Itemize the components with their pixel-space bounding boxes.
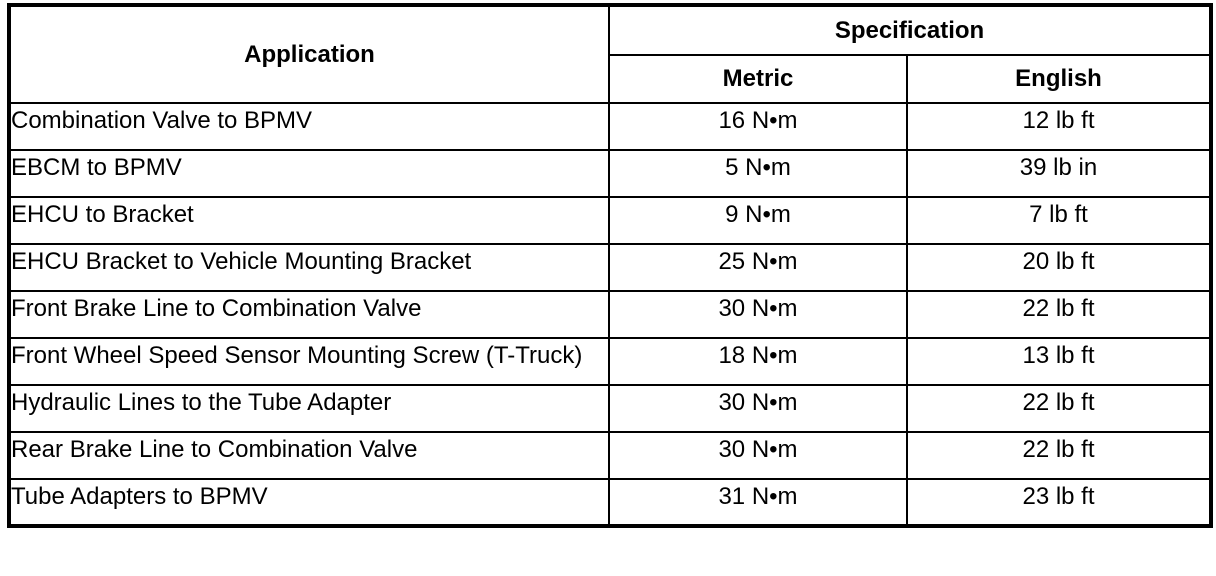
table-row — [9, 103, 1211, 150]
table-row — [9, 338, 1211, 385]
header-metric: Metric — [609, 55, 907, 103]
torque-spec-table — [7, 3, 1213, 528]
cell-application: Rear Brake Line to Combination Valve — [9, 432, 609, 479]
cell-application: Hydraulic Lines to the Tube Adapter — [9, 385, 609, 432]
cell-metric: 30 N•m — [609, 385, 907, 432]
cell-metric: 16 N•m — [609, 103, 907, 150]
cell-metric: 9 N•m — [609, 197, 907, 244]
cell-application: Tube Adapters to BPMV — [9, 479, 609, 526]
cell-english: 22 lb ft — [907, 385, 1211, 432]
cell-metric: 30 N•m — [609, 291, 907, 338]
header-specification: Specification — [609, 5, 1211, 55]
cell-application: EHCU Bracket to Vehicle Mounting Bracket — [9, 244, 609, 291]
cell-application: Front Wheel Speed Sensor Mounting Screw (T-Truck) — [9, 338, 609, 385]
table-row — [9, 291, 1211, 338]
cell-application: Combination Valve to BPMV — [9, 103, 609, 150]
cell-english: 22 lb ft — [907, 432, 1211, 479]
cell-english: 39 lb in — [907, 150, 1211, 197]
header-application: Application — [9, 5, 609, 103]
header-english: English — [907, 55, 1211, 103]
header-row-top — [9, 5, 1211, 55]
cell-metric: 30 N•m — [609, 432, 907, 479]
cell-metric: 18 N•m — [609, 338, 907, 385]
table-row — [9, 150, 1211, 197]
table-row — [9, 479, 1211, 526]
table-row — [9, 385, 1211, 432]
cell-english: 7 lb ft — [907, 197, 1211, 244]
cell-application: EBCM to BPMV — [9, 150, 609, 197]
table-row — [9, 432, 1211, 479]
cell-english: 23 lb ft — [907, 479, 1211, 526]
table-row — [9, 244, 1211, 291]
cell-english: 12 lb ft — [907, 103, 1211, 150]
cell-english: 20 lb ft — [907, 244, 1211, 291]
cell-metric: 31 N•m — [609, 479, 907, 526]
cell-metric: 25 N•m — [609, 244, 907, 291]
cell-application: Front Brake Line to Combination Valve — [9, 291, 609, 338]
cell-english: 22 lb ft — [907, 291, 1211, 338]
cell-metric: 5 N•m — [609, 150, 907, 197]
table-row — [9, 197, 1211, 244]
cell-english: 13 lb ft — [907, 338, 1211, 385]
cell-application: EHCU to Bracket — [9, 197, 609, 244]
